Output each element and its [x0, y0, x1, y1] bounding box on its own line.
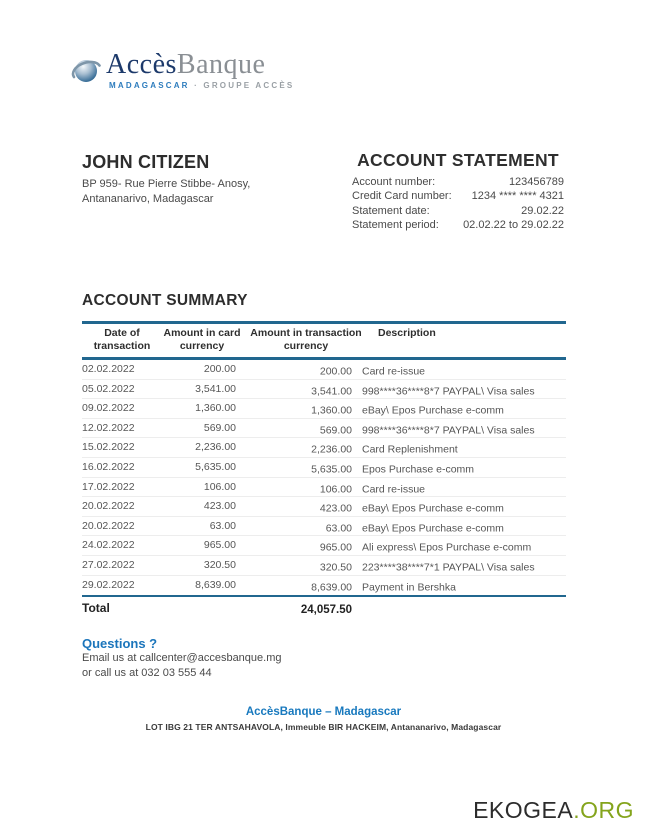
footer — [0, 706, 647, 732]
cell-date: 20.02.2022 — [82, 500, 135, 513]
watermark-name: EKOGEA — [473, 797, 574, 823]
cell-description: eBay\ Epos Purchase e-comm — [362, 404, 504, 417]
field-label: Statement date: — [352, 204, 430, 217]
field-label: Credit Card number: — [352, 190, 452, 203]
cell-amount-card: 320.50 — [203, 558, 236, 571]
brand-secondary: Banque — [176, 49, 266, 80]
cell-amount-txn: 1,360.00 — [311, 404, 352, 417]
brand-subtitle — [109, 81, 294, 90]
footer-bank-address: LOT IBG 21 TER ANTSAHAVOLA, Immeuble BIR HACKEIM, Antananarivo, Madagascar — [145, 722, 502, 732]
cell-amount-card: 569.00 — [203, 421, 236, 434]
table-row — [82, 536, 566, 556]
cell-description: eBay\ Epos Purchase e-comm — [362, 522, 504, 535]
customer-address — [82, 177, 312, 207]
table-total-row — [82, 597, 566, 616]
customer-name: JOHN CITIZEN — [82, 152, 210, 172]
questions-block — [82, 636, 282, 680]
cell-description: 998****36****8*7 PAYPAL\ Visa sales — [362, 385, 535, 398]
cell-description: eBay\ Epos Purchase e-comm — [362, 502, 504, 515]
cell-amount-card: 2,236.00 — [195, 441, 236, 454]
cell-amount-card: 965.00 — [203, 539, 236, 552]
cell-amount-txn: 423.00 — [319, 502, 352, 515]
table-row — [82, 380, 566, 400]
cell-description: Card re-issue — [362, 483, 426, 496]
statement-field-account-number — [352, 175, 564, 189]
field-label: Account number: — [352, 176, 436, 188]
bank-logo — [68, 50, 294, 90]
cell-amount-card: 423.00 — [203, 500, 236, 513]
field-label: Statement period: — [352, 219, 439, 232]
questions-phone-line: or call us at 032 03 555 44 — [82, 666, 212, 679]
statement-info-block — [352, 150, 564, 233]
cell-date: 24.02.2022 — [82, 539, 135, 552]
column-header-description: Description — [378, 327, 436, 339]
cell-amount-card: 3,541.00 — [195, 382, 236, 395]
column-header-amount-card: Amount in card currency — [163, 327, 241, 352]
cell-description: Epos Purchase e-comm — [362, 463, 475, 476]
total-value: 24,057.50 — [300, 604, 352, 617]
cell-description: 223****38****7*1 PAYPAL\ Visa sales — [362, 561, 535, 574]
cell-amount-txn: 63.00 — [325, 522, 352, 535]
brand-subtitle-group: · GROUPE ACCÈS — [194, 81, 295, 90]
total-label: Total — [82, 601, 110, 616]
field-value: 1234 **** **** 4321 — [471, 190, 564, 203]
table-row — [82, 517, 566, 537]
cell-amount-txn: 2,236.00 — [311, 443, 352, 456]
transactions-table — [82, 321, 566, 616]
statement-field-statement-period — [352, 218, 564, 232]
field-value: 29.02.22 — [521, 204, 564, 217]
cell-date: 16.02.2022 — [82, 460, 135, 473]
customer-address-line2: Antananarivo, Madagascar — [82, 193, 214, 205]
customer-address-line1: BP 959- Rue Pierre Stibbe- Anosy, — [82, 178, 251, 190]
brand-primary: Accès — [106, 49, 177, 80]
cell-description: Ali express\ Epos Purchase e-comm — [362, 541, 532, 554]
statement-title: ACCOUNT STATEMENT — [357, 150, 559, 170]
table-row — [82, 419, 566, 439]
cell-date: 27.02.2022 — [82, 558, 135, 571]
table-row — [82, 438, 566, 458]
cell-amount-txn: 320.50 — [319, 561, 352, 574]
cell-amount-card: 8,639.00 — [195, 578, 236, 591]
table-row — [82, 556, 566, 576]
cell-description: Payment in Bershka — [362, 581, 456, 594]
table-row — [82, 478, 566, 498]
cell-amount-card: 1,360.00 — [195, 402, 236, 415]
field-value: 02.02.22 to 29.02.22 — [463, 219, 564, 232]
cell-amount-card: 63.00 — [209, 519, 236, 532]
footer-bank-name: AccèsBanque – Madagascar — [245, 706, 402, 718]
cell-date: 02.02.2022 — [82, 363, 135, 375]
column-header-date: Date of transaction — [93, 327, 151, 352]
cell-amount-txn: 8,639.00 — [311, 581, 352, 594]
table-row — [82, 497, 566, 517]
cell-description: Card re-issue — [362, 365, 426, 378]
statement-fields — [352, 175, 564, 233]
table-body — [82, 360, 566, 595]
cell-amount-txn: 3,541.00 — [311, 385, 352, 398]
table-row — [82, 399, 566, 419]
cell-date: 15.02.2022 — [82, 441, 135, 454]
watermark-tld: .ORG — [573, 797, 634, 823]
cell-amount-txn: 569.00 — [319, 424, 352, 437]
cell-amount-txn: 5,635.00 — [311, 463, 352, 476]
cell-date: 05.02.2022 — [82, 382, 135, 395]
table-row — [82, 360, 566, 380]
brand-wordmark — [106, 50, 294, 80]
cell-amount-card: 5,635.00 — [195, 460, 236, 473]
account-summary-title: ACCOUNT SUMMARY — [82, 292, 248, 309]
cell-amount-txn: 965.00 — [319, 541, 352, 554]
cell-amount-card: 200.00 — [203, 363, 236, 375]
brand-subtitle-country: MADAGASCAR — [109, 81, 190, 90]
cell-date: 12.02.2022 — [82, 421, 135, 434]
table-row — [82, 458, 566, 478]
cell-date: 09.02.2022 — [82, 402, 135, 415]
table-header-row — [82, 324, 566, 357]
column-header-amount-txn: Amount in transaction currency — [250, 327, 362, 352]
statement-field-statement-date — [352, 204, 564, 218]
globe-icon — [68, 52, 104, 88]
cell-date: 20.02.2022 — [82, 519, 135, 532]
cell-amount-card: 106.00 — [203, 480, 236, 493]
cell-description: 998****36****8*7 PAYPAL\ Visa sales — [362, 424, 535, 437]
cell-description: Card Replenishment — [362, 443, 458, 456]
statement-field-card-number — [352, 189, 564, 203]
field-value: 123456789 — [508, 176, 564, 188]
cell-date: 29.02.2022 — [82, 578, 135, 591]
cell-amount-txn: 200.00 — [319, 365, 352, 378]
cell-date: 17.02.2022 — [82, 480, 135, 493]
table-row — [82, 576, 566, 596]
customer-block — [82, 152, 312, 207]
ekogea-watermark — [473, 797, 634, 824]
cell-amount-txn: 106.00 — [319, 483, 352, 496]
questions-title: Questions ? — [82, 636, 158, 651]
questions-email-line: Email us at callcenter@accesbanque.mg — [82, 652, 282, 664]
